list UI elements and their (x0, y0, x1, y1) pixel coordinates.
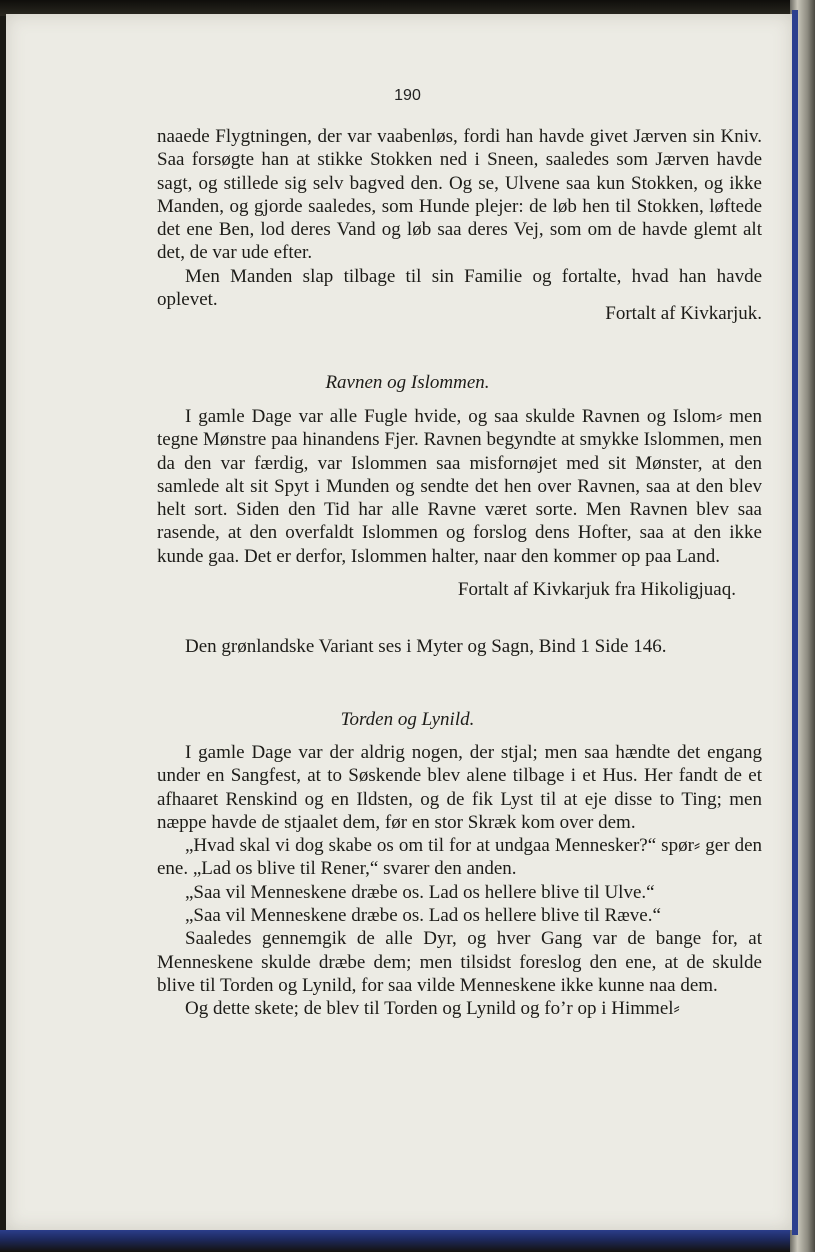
book-cover-edge (0, 1230, 815, 1252)
story-body (157, 741, 762, 1021)
spine-binding (792, 10, 798, 1235)
paragraph: Saaledes gennemgik de alle Dyr, og hver Gang var de bange for, at Menneskene skulde dræbe dem; men tilsidst foreslog den ene, at de skulde blive til Torden og Lynild, for saa vilde Menneskene ikke kunne naa dem. (157, 928, 762, 996)
paragraph: I gamle Dage var der aldrig nogen, der stjal; men saa hændte det engang under en Sangfest, at to Søskende blev alene tilbage i et Hus. Her fandt de et afhaaret Renskind og en Ildsten, og de fik Lyst til at eje disse to Ting; men næppe havde de stjaalet dem, før en stor Skræk kom over dem. (157, 742, 762, 833)
signature: Fortalt af Kivkarjuk fra Hikoligjuaq. (457, 579, 736, 601)
signature: Fortalt af Kivkarjuk. (605, 303, 762, 325)
paragraph: „Saa vil Menneskene dræbe os. Lad os hellere blive til Ulve.“ (185, 881, 655, 903)
paragraph: Og dette skete; de blev til Torden og Lynild og fo’r op i Himmel⸗ (185, 998, 680, 1020)
section-continuation (157, 125, 762, 326)
reference-note: Den grønlandske Variant ses i Myter og Sagn, Bind 1 Side 146. (185, 636, 667, 657)
paragraph: naaede Flygtningen, der var vaabenløs, fordi han havde givet Jærven sin Kniv. Saa forsøgte han at stikke Stokken ned i Sneen, saaledes som Jærven havde sagt, og stillede sig selv bagved den. Og se, Ulvene saa kun Stokken, og ikke Manden, og gjorde saaledes, som Hunde plejer: de løb hen til Stokken, løftede det ene Ben, lod deres Vand og løb saa deres Vej, som om de havde glemt alt det, de var ude efter. (157, 126, 762, 264)
paragraph: „Hvad skal vi dog skabe os om til for at undgaa Mennesker?“ spør⸗ ger den ene. „Lad os blive til Rener,“ svarer den anden. (157, 835, 762, 880)
paragraph: I gamle Dage var alle Fugle hvide, og saa skulde Ravnen og Islom⸗ men tegne Mønstre paa hinandens Fjer. Ravnen begyndte at smykke Islommen, men da den var færdig, var Islommen saa misfornøjet med sit Mønster, at den samlede alt sit Spyt i Munden og sendte det hen over Ravnen, saa at den blev helt sort. Siden den Tid har alle Ravne været sorte. Men Ravnen blev saa rasende, at den overfaldt Islommen og forslog dens Hofter, saa at den ikke kunde gaa. Det er derfor, Islommen halter, naar den kommer op paa Land. (157, 406, 762, 567)
story-title: Ravnen og Islommen. (325, 372, 490, 393)
story-body (157, 405, 762, 601)
paragraph: „Saa vil Menneskene dræbe os. Lad os hellere blive til Ræve.“ (185, 905, 661, 927)
story-title: Torden og Lynild. (340, 709, 475, 730)
page-number: 190 (394, 87, 421, 104)
paragraph: Men Manden slap tilbage til sin Familie og fortalte, hvad han havde oplevet. (157, 265, 762, 311)
